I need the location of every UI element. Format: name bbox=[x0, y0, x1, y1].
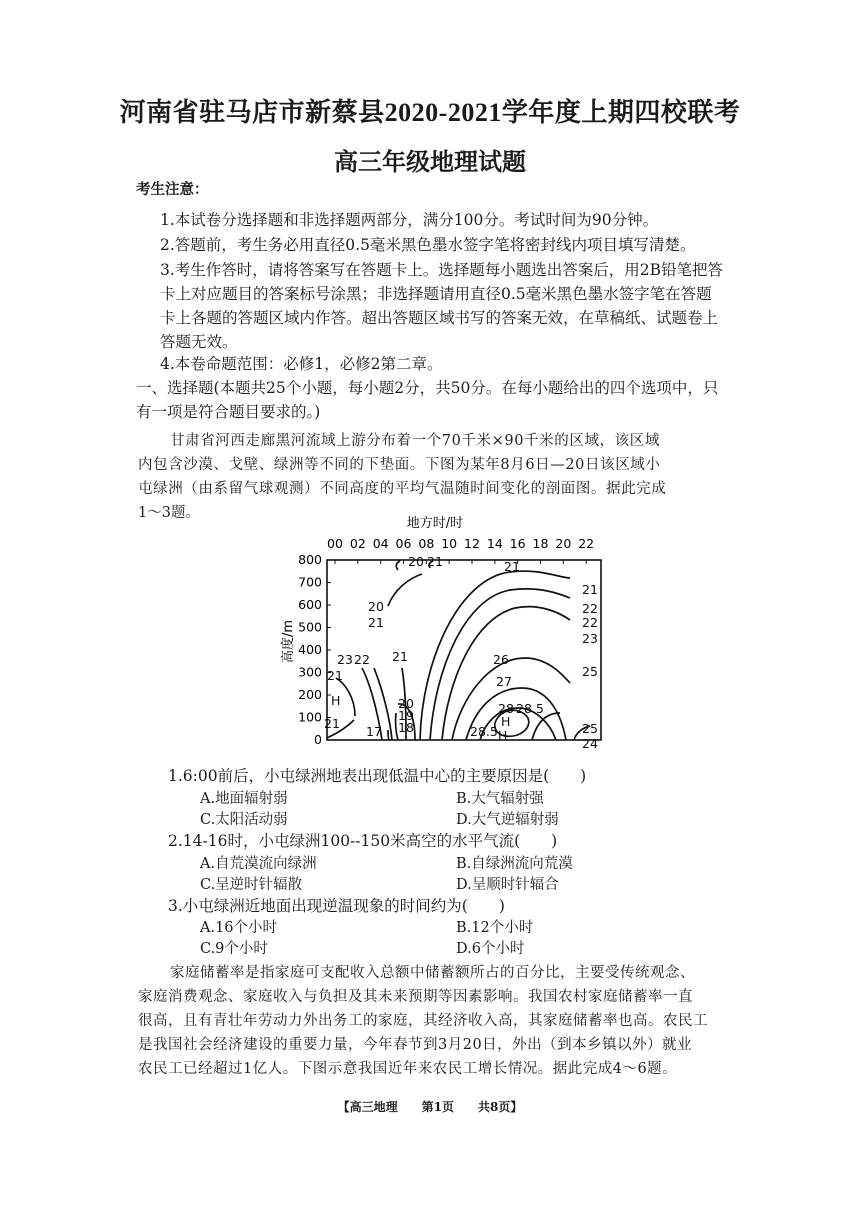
section-heading-line2: 有一项是符合题目要求的。) bbox=[136, 403, 321, 421]
isotherm-line bbox=[388, 730, 389, 740]
isotherm-label: 22 bbox=[582, 615, 598, 630]
notice-item-2: 2.答题前，考生务必用直径0.5毫米黑色墨水签字笔将密封线内项目填写清楚。 bbox=[160, 236, 696, 254]
question-3-option-d[interactable]: D.6个小时 bbox=[456, 941, 525, 957]
question-1-option-a[interactable]: A.地面辐射弱 bbox=[200, 791, 288, 807]
isotherm-label: 18 bbox=[398, 720, 414, 735]
question-2-option-b[interactable]: B.自绿洲流向荒漠 bbox=[456, 856, 573, 872]
y-tick-label: 500 bbox=[298, 619, 322, 635]
isotherm-label: 22 bbox=[582, 601, 598, 616]
passage1-line2: 内包含沙漠、戈壁、绿洲等不同的下垫面。下图为某年8月6日—20日该区域小 bbox=[138, 457, 661, 473]
exam-subtitle: 高三年级地理试题 bbox=[334, 150, 526, 176]
y-tick-label: 700 bbox=[298, 574, 322, 590]
question-2-option-c[interactable]: C.呈逆时针辐散 bbox=[200, 877, 303, 893]
x-tick-label: 06 bbox=[395, 536, 412, 551]
question-2-option-a[interactable]: A.自荒漠流向绿洲 bbox=[200, 856, 317, 872]
passage2-line3: 很高，且有青壮年劳动力外出务工的家庭，其经济收入高，其家庭储蓄率也高。农民工 bbox=[138, 1013, 708, 1029]
isotherm-line bbox=[532, 713, 560, 740]
y-tick-label: 800 bbox=[298, 552, 322, 567]
isotherm-label: 20 bbox=[368, 599, 384, 614]
isotherm-line bbox=[388, 574, 422, 606]
y-tick-label: 0 bbox=[314, 732, 322, 747]
isotherm-label: 23 bbox=[582, 631, 598, 646]
y-tick-label: 400 bbox=[298, 642, 322, 657]
notice-item-3c: 卡上各题的答题区域内作答。超出答题区域书写的答案无效，在草稿纸、试题卷上 bbox=[160, 309, 719, 327]
high-center-label: H bbox=[498, 728, 508, 743]
notice-item-4: 4.本卷命题范围：必修1，必修2第二章。 bbox=[160, 355, 443, 373]
isotherm-label: 28.5 bbox=[516, 701, 544, 716]
chart-isotherm-labels bbox=[324, 554, 598, 751]
passage2-line5: 农民工已经超过1亿人。下图示意我国近年来农民工增长情况。据此完成4～6题。 bbox=[138, 1061, 678, 1077]
isotherm-label: 21 bbox=[504, 559, 520, 574]
isotherm-label: 28 bbox=[498, 701, 514, 716]
question-3-option-a[interactable]: A.16个小时 bbox=[200, 920, 278, 936]
isotherm-label: 21 bbox=[392, 649, 408, 664]
page-footer: 【高三地理 第1页 共8页】 bbox=[337, 1100, 523, 1114]
passage1-line1: 甘肃省河西走廊黑河流域上游分布着一个70千米×90千米的区域，该区域 bbox=[170, 433, 660, 449]
isotherm-label: 24 bbox=[582, 736, 598, 751]
passage2-line4: 是我国社会经济建设的重要力量，今年春节到3月20日，外出（到本乡镇以外）就业 bbox=[138, 1037, 693, 1053]
chart-height-axis-title: 高度/m bbox=[281, 619, 296, 663]
section-heading-line1: 一、选择题(本题共25个小题，每小题2分，共50分。在每小题给出的四个选项中，只 bbox=[136, 379, 719, 397]
x-tick-label: 22 bbox=[578, 536, 595, 551]
x-tick-label: 12 bbox=[464, 536, 480, 551]
x-tick-label: 10 bbox=[441, 536, 458, 551]
isotherm-label: 26 bbox=[493, 652, 509, 667]
notice-item-3b: 卡上对应题目的答案标号涂黑；非选择题请用直径0.5毫米黑色墨水签字笔在答题 bbox=[160, 285, 712, 303]
isotherm-label: 23 bbox=[337, 652, 353, 667]
isotherm-label: 20 bbox=[398, 696, 414, 711]
high-center-label: H bbox=[501, 714, 511, 729]
passage1-line4: 1～3题。 bbox=[138, 505, 200, 521]
chart-time-axis-title: 地方时/时 bbox=[406, 516, 464, 531]
high-center-label: H bbox=[331, 693, 341, 708]
question-2-option-d[interactable]: D.呈顺时针辐合 bbox=[456, 877, 559, 893]
isotherm-label: 28.5 bbox=[470, 724, 498, 739]
notice-item-1: 1.本试卷分选择题和非选择题两部分，满分100分。考试时间为90分钟。 bbox=[160, 211, 659, 229]
isotherm-label: 27 bbox=[496, 674, 512, 689]
y-tick-label: 300 bbox=[298, 664, 322, 680]
isotherm-line bbox=[396, 561, 400, 570]
isotherm-label: 21 bbox=[427, 554, 443, 569]
notice-heading: 考生注意： bbox=[136, 182, 209, 198]
passage1-line3: 屯绿洲（由系留气球观测）不同高度的平均气温随时间变化的剖面图。据此完成 bbox=[138, 481, 667, 497]
isotherm-label: 21 bbox=[368, 615, 384, 630]
isotherm-label: 19 bbox=[398, 708, 414, 723]
question-1-option-c[interactable]: C.太阳活动弱 bbox=[200, 812, 288, 828]
notice-item-3a: 3.考生作答时，请将答案写在答题卡上。选择题每小题选出答案后，用2B铅笔把答 bbox=[160, 261, 724, 279]
temperature-profile-chart bbox=[270, 508, 620, 760]
x-tick-label: 04 bbox=[372, 536, 389, 551]
isotherm-label: 21 bbox=[582, 582, 598, 597]
y-tick-label: 200 bbox=[298, 687, 322, 702]
isotherm-label: 25 bbox=[582, 664, 598, 679]
isotherm-label: 22 bbox=[354, 652, 370, 667]
isotherm-label: 21 bbox=[324, 716, 340, 731]
passage2-line2: 家庭消费观念、家庭收入与负担及其未来预期等因素影响。我国农村家庭储蓄率一直 bbox=[138, 989, 693, 1005]
exam-title: 河南省驻马店市新蔡县2020-2021学年度上期四校联考 bbox=[119, 98, 741, 127]
passage2-line1: 家庭储蓄率是指家庭可支配收入总额中储蓄额所占的百分比，主要受传统观念、 bbox=[170, 965, 695, 981]
question-1-stem: 1.6:00前后，小屯绿洲地表出现低温中心的主要原因是( ) bbox=[168, 767, 587, 785]
x-tick-label: 18 bbox=[532, 536, 549, 551]
notice-item-3d: 答题无效。 bbox=[160, 333, 238, 351]
x-tick-label: 14 bbox=[486, 536, 503, 551]
x-tick-label: 20 bbox=[555, 536, 572, 551]
isotherm-label: 20 bbox=[408, 554, 424, 569]
isotherm-label: 21 bbox=[327, 668, 343, 683]
x-tick-label: 08 bbox=[418, 536, 435, 551]
question-3-option-b[interactable]: B.12个小时 bbox=[456, 920, 534, 936]
y-tick-label: 100 bbox=[298, 709, 322, 725]
question-1-option-b[interactable]: B.大气辐射强 bbox=[456, 791, 544, 807]
question-3-stem: 3.小屯绿洲近地面出现逆温现象的时间约为( ) bbox=[168, 897, 505, 915]
x-tick-label: 00 bbox=[327, 536, 343, 551]
y-tick-label: 600 bbox=[298, 597, 322, 612]
isotherm-label: 17 bbox=[366, 724, 382, 739]
question-1-option-d[interactable]: D.大气逆辐射弱 bbox=[456, 812, 559, 828]
x-tick-label: 16 bbox=[509, 536, 526, 551]
question-3-option-c[interactable]: C.9个小时 bbox=[200, 941, 268, 957]
isotherm-label: 25 bbox=[582, 721, 598, 736]
chart-isotherms bbox=[327, 561, 590, 740]
question-2-stem: 2.14-16时，小屯绿洲100--150米高空的水平气流( ) bbox=[168, 832, 558, 850]
x-tick-label: 02 bbox=[349, 536, 366, 551]
